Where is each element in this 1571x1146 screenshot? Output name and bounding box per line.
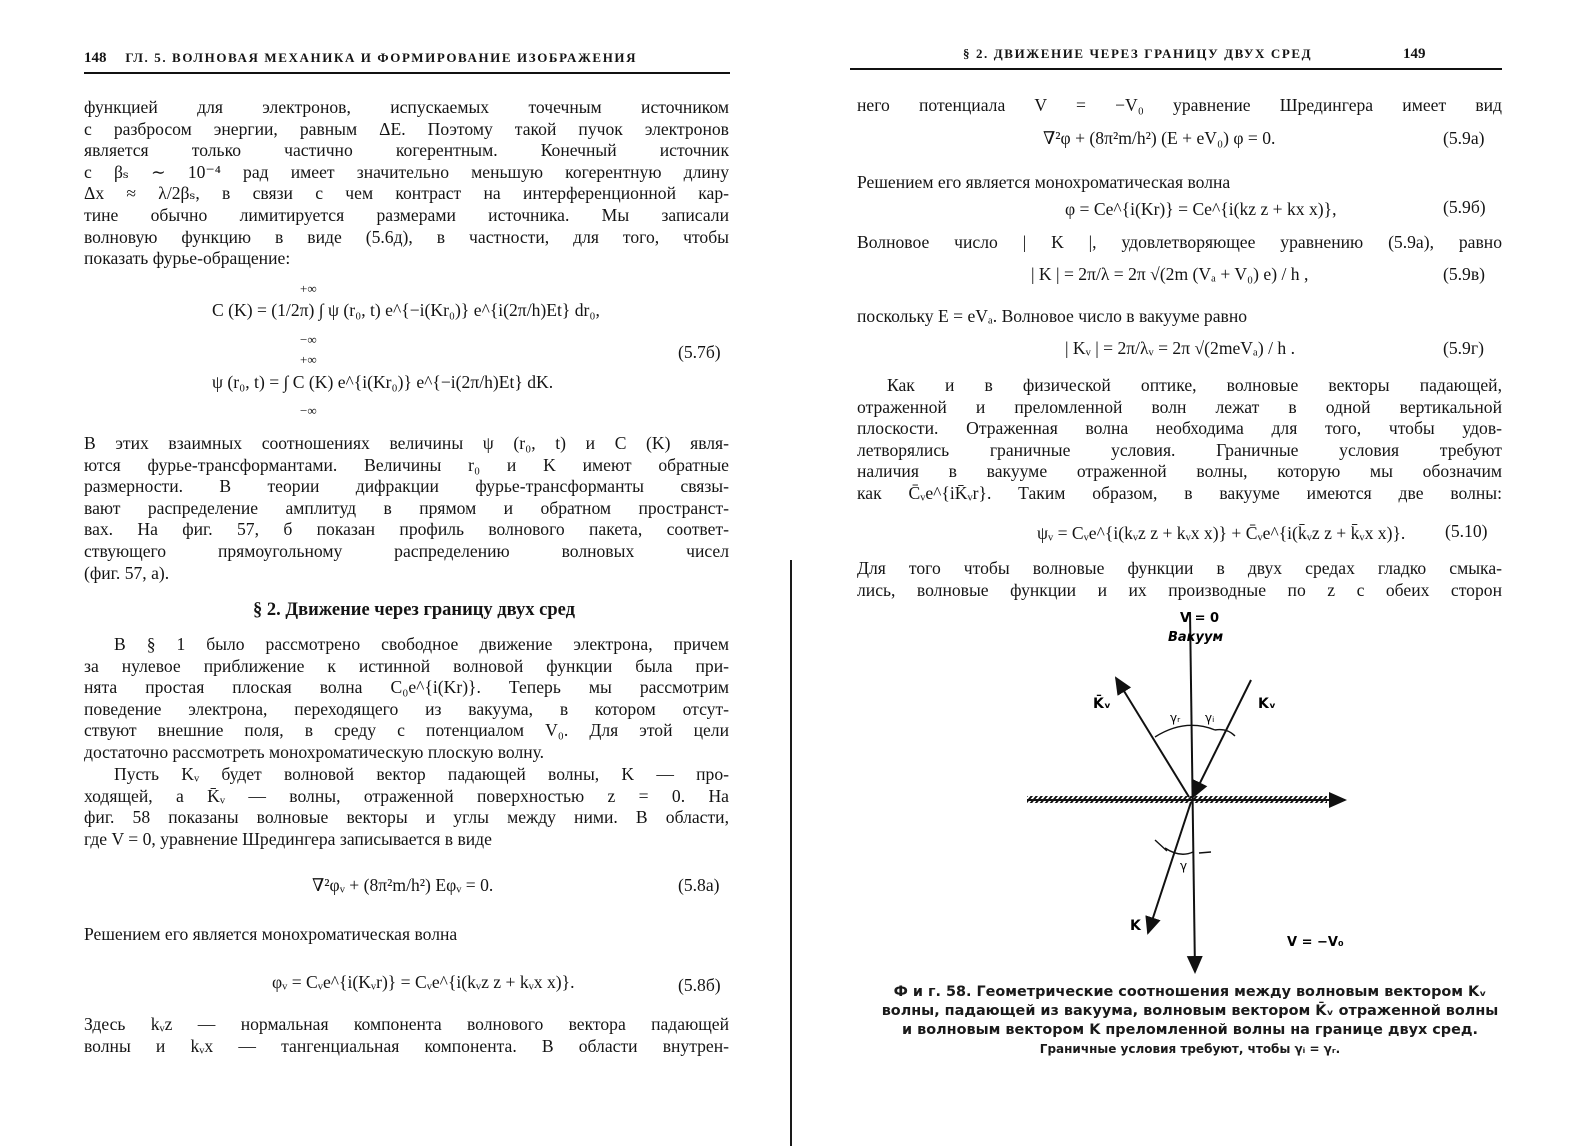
text-line: летворялись граничные условия. Граничные условия требуют — [857, 439, 1502, 460]
equation-5-9g: | Kᵥ | = 2π/λᵥ = 2π √(2meVₐ) / h . — [1065, 338, 1295, 358]
left-running-header — [84, 50, 637, 67]
equation-number-5-9g: (5.9г) — [1443, 338, 1484, 358]
left-header-rule — [84, 72, 730, 74]
equation-5-8a: ∇²φᵥ + (8π²m/h²) Eφᵥ = 0. — [312, 875, 494, 895]
label-gamma-r: γᵣ — [1170, 711, 1181, 725]
caption-line: волны, падающей из вакуума, волновым вектором K̄ᵥ отраженной волны — [881, 1003, 1499, 1019]
reflected-vector-kv-bar — [1116, 678, 1189, 797]
right-page — [795, 0, 1571, 1146]
text-line: наличия в вакууме отраженной волны, которую мы обозначим — [857, 461, 1502, 482]
left-page-number: 148 — [84, 50, 107, 66]
left-paragraph-5 — [84, 924, 729, 946]
text-line: лись, волновые функции и их производные по z с обеих сторон — [857, 579, 1502, 600]
angle-arc-gamma-r — [1155, 725, 1215, 737]
text-line: достаточно рассмотреть монохроматическую плоскую волну. — [84, 741, 545, 762]
equation-number-5-9a: (5.9а) — [1443, 128, 1485, 148]
text-line: поскольку E = eVₐ. Волновое число в вакууме равно — [857, 306, 1248, 326]
caption-note: Граничные условия требуют, чтобы γᵢ = γᵣ. — [1039, 1042, 1341, 1056]
equation-number-5-7b: (5.7б) — [678, 342, 721, 362]
label-vacuum: Вакуум — [1168, 630, 1224, 645]
text-line: функцией для электронов, испускаемых точечным источником — [84, 97, 729, 117]
right-line-3 — [857, 232, 1502, 254]
left-paragraph-3 — [84, 634, 729, 764]
angle-arc-gamma — [1165, 848, 1193, 854]
right-line-4 — [857, 306, 1502, 328]
right-line-2 — [857, 172, 1502, 194]
equation-5-9v: | K | = 2π/λ = 2π √(2m (Vₐ + V₀) e) / h , — [1031, 264, 1309, 284]
text-line: плоскости. Отраженная волна необходима для того, чтобы удов- — [857, 418, 1502, 439]
text-line: волновую функцию в виде (5.6д), в частности, для того, чтобы — [84, 226, 729, 247]
left-paragraph-6 — [84, 1014, 729, 1057]
equation-number-5-8b: (5.8б) — [678, 975, 721, 995]
section-title: § 2. Движение через границу двух сред — [253, 600, 575, 620]
text-line: как C̄ᵥe^{iK̄ᵥr}. Таким образом, в вакууме имеются две волны: — [857, 482, 1502, 503]
figure-58-wave-vectors — [1015, 600, 1525, 980]
equation-5-8b: φᵥ = Cᵥe^{i(Kᵥr)} = Cᵥe^{i(kᵥz z + kᵥx x)}. — [272, 972, 575, 992]
equation-5-7b-line-2: ψ (r₀, t) = ∫ C (K) e^{i(Kr₀)} e^{−i(2π/h)Et} dK. — [212, 372, 554, 392]
equation-5-7b-line-1: C (K) = (1/2π) ∫ ψ (r₀, t) e^{−i(Kr₀)} e^{i(2π/h)Et} dr₀, — [212, 300, 600, 320]
left-header-title: ГЛ. 5. ВОЛНОВАЯ МЕХАНИКА И ФОРМИРОВАНИЕ ИЗОБРАЖЕНИЯ — [125, 50, 638, 65]
text-line: Волновое число | K |, удовлетворяющее уравнению (5.9а), равно — [857, 232, 1502, 252]
text-line: за нулевое приближение к истинной волновой функции была при- — [84, 655, 729, 676]
equation-5-9a: ∇²φ + (8π²m/h²) (E + eV₀) φ = 0. — [1043, 128, 1276, 148]
text-line: размерности. В теории дифракции фурье-трансформанты связы- — [84, 476, 729, 497]
left-paragraph-4 — [84, 764, 729, 850]
text-line: является только частично когерентным. Конечный источник — [84, 140, 729, 161]
text-line: Как и в физической оптике, волновые векторы падающей, — [887, 375, 1502, 395]
gamma-pointer-right — [1199, 852, 1211, 853]
text-line: поведение электрона, переходящего из вакуума, в котором отсут- — [84, 698, 729, 719]
caption-line: Ф и г. 58. Геометрические соотношения между волновым вектором Kᵥ — [893, 984, 1487, 1000]
right-header-rule — [850, 68, 1502, 70]
incident-vector-kv — [1193, 680, 1251, 797]
text-line: Решением его является монохроматическая волна — [84, 924, 458, 944]
text-line: отраженной и преломленной волн лежат в одной вертикальной — [857, 396, 1502, 417]
caption-line: и волновым вектором K преломленной волны на границе двух сред. — [902, 1022, 1478, 1038]
equation-5-9b: φ = Ce^{i(Kr)} = Ce^{i(kz z + kx x)}, — [1065, 199, 1337, 219]
right-header-title: § 2. ДВИЖЕНИЕ ЧЕРЕЗ ГРАНИЦУ ДВУХ СРЕД — [963, 46, 1313, 61]
integral-lower-limit-2: −∞ — [300, 403, 317, 418]
text-line: с βₛ ∼ 10⁻⁴ рад имеет значительно меньшую когерентную длину — [84, 161, 729, 182]
text-line: ствуют внешние поля, в среду с потенциалом V₀. Для этой цели — [84, 720, 729, 741]
label-v-minus-v0: V = −V₀ — [1287, 935, 1344, 950]
left-paragraph-1 — [84, 97, 729, 270]
equation-number-5-9b: (5.9б) — [1443, 197, 1486, 217]
text-line: Пусть Kᵥ будет волновой вектор падающей волны, K — про- — [114, 764, 729, 784]
text-line: где V = 0, уравнение Шредингера записывается в виде — [84, 828, 492, 849]
label-gamma: γ — [1180, 859, 1188, 873]
text-line: с разбросом энергии, равным ΔE. Поэтому такой пучок электронов — [84, 118, 729, 139]
text-line: Δx ≈ λ/2βₛ, в связи с чем контраст на интерференционной кар- — [84, 183, 729, 204]
text-line: ходящей, а K̄ᵥ — волны, отраженной поверхностью z = 0. На — [84, 785, 729, 806]
gamma-pointer-left — [1155, 840, 1167, 851]
text-line: нята простая плоская волна C₀e^{i(Kr)}. Теперь мы рассмотрим — [84, 677, 729, 698]
label-kv: Kᵥ — [1258, 696, 1276, 712]
text-line: Здесь kᵥz — нормальная компонента волнового вектора падающей — [84, 1014, 729, 1034]
integral-lower-limit: −∞ — [300, 332, 317, 347]
text-line: вах. На фиг. 57, б показан профиль волнового пакета, соответ- — [84, 519, 729, 540]
text-line: ются фурье-трансформантами. Величины r₀ и K имеют обратные — [84, 454, 729, 475]
integral-upper-limit: +∞ — [300, 281, 317, 296]
equation-number-5-9v: (5.9в) — [1443, 264, 1486, 284]
text-line: ствующего прямоугольному распределению волновых чисел — [84, 540, 729, 561]
label-kv-bar: K̄ᵥ — [1093, 696, 1111, 712]
label-k: K — [1130, 918, 1141, 934]
equation-number-5-8a: (5.8а) — [678, 875, 720, 895]
right-paragraph-5 — [857, 375, 1502, 505]
text-line: тине обычно лимитируется размерами источника. Мы записали — [84, 204, 729, 225]
left-paragraph-2 — [84, 433, 729, 584]
text-line: Решением его является монохроматическая волна — [857, 172, 1231, 192]
text-line: показать фурье-обращение: — [84, 248, 291, 269]
text-line: В § 1 было рассмотрено свободное движение электрона, причем — [114, 634, 729, 654]
text-line: вают распределение амплитуд в прямом и обратном пространст- — [84, 497, 729, 518]
book-spine-shadow — [790, 560, 792, 1146]
integral-upper-limit-2: +∞ — [300, 352, 317, 367]
figure-58-caption — [865, 983, 1515, 1059]
label-v-zero: V = 0 — [1180, 611, 1220, 626]
equation-5-10: ψᵥ = Cᵥe^{i(kᵥz z + kᵥx x)} + C̄ᵥe^{i(k̄ᵥz z + k̄ᵥx x)}. — [1037, 523, 1406, 543]
text-line: (фиг. 57, а). — [84, 562, 170, 583]
right-line-1 — [857, 95, 1502, 117]
text-line: волны и kᵥx — тангенциальная компонента. В области внутрен- — [84, 1035, 729, 1056]
text-line: фиг. 58 показаны волновые векторы и углы между ними. В области, — [84, 807, 729, 828]
right-running-header — [963, 46, 1426, 63]
right-page-number: 149 — [1403, 46, 1426, 62]
text-line: В этих взаимных соотношениях величины ψ (r₀, t) и C (K) явля- — [84, 433, 729, 453]
label-gamma-i: γᵢ — [1205, 711, 1215, 725]
equation-number-5-10: (5.10) — [1445, 521, 1488, 541]
right-paragraph-6 — [857, 558, 1502, 601]
text-line: него потенциала V = −V₀ уравнение Шредингера имеет вид — [857, 95, 1502, 115]
text-line: Для того чтобы волновые функции в двух средах гладко смыка- — [857, 558, 1502, 578]
normal-axis-line — [1190, 612, 1195, 972]
